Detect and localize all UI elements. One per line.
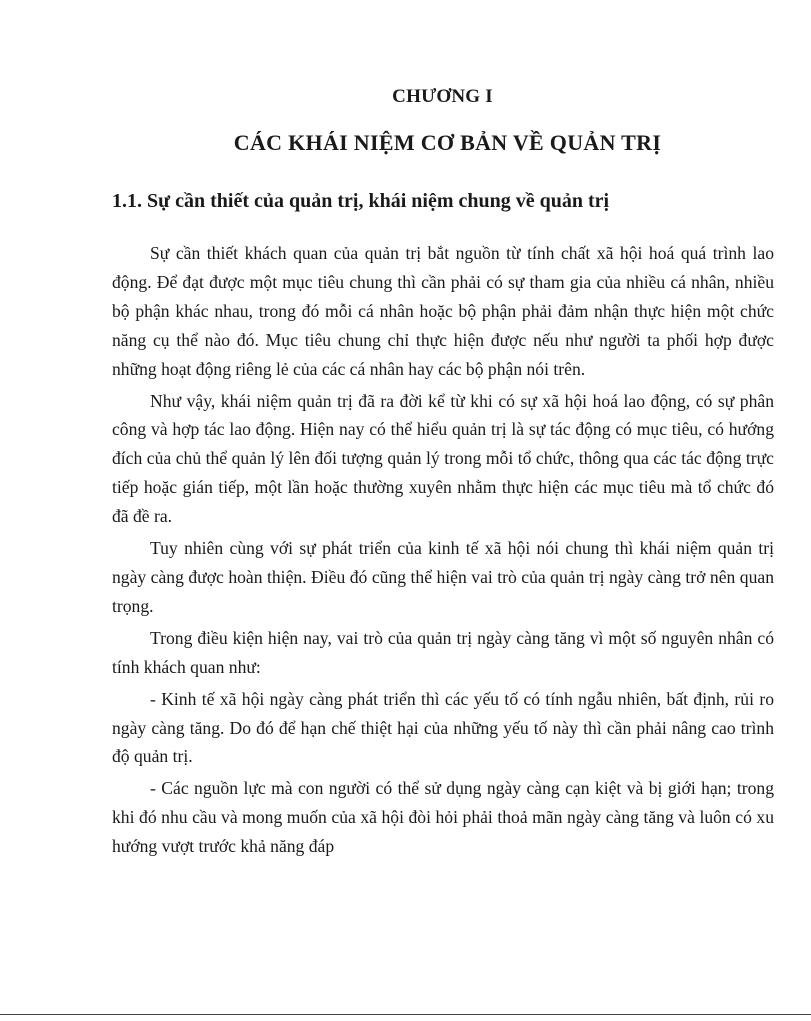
paragraph: Sự cần thiết khách quan của quản trị bắt nguồn từ tính chất xã hội hoá quá trình lao động. Để đạt được một mục tiêu chung thì cần phải có sự tham gia của nhiều cá nhân, nhiều bộ phận khác nhau, trong đó mỗi cá nhân hoặc bộ phận phải đảm nhận thực hiện một chức năng cụ thể nào đó. Mục tiêu chung chỉ thực hiện được nếu như người ta phối hợp được những hoạt động riêng lẻ của các cá nhân hay các bộ phận nói trên. xyxy=(112,243,774,379)
paragraph: Như vậy, khái niệm quản trị đã ra đời kể từ khi có sự xã hội hoá lao động, có sự phân công và hợp tác lao động. Hiện nay có thể hiểu quản trị là sự tác động có mục tiêu, có hướng đích của chủ thể quản lý lên đối tượng quản lý trong mỗi tổ chức, thông qua các tác động trực tiếp hoặc gián tiếp, một lần hoặc thường xuyên nhằm thực hiện các mục tiêu mà tổ chức đó đã đề ra. xyxy=(112,390,774,527)
chapter-label: CHƯƠNG I xyxy=(392,86,493,107)
page-bottom-rule xyxy=(0,1014,811,1015)
paragraph: Trong điều kiện hiện nay, vai trò của quản trị ngày càng tăng vì một số nguyên nhân có tính khách quan như: xyxy=(112,627,774,677)
section-heading: 1.1. Sự cần thiết của quản trị, khái niệm chung về quản trị xyxy=(112,190,610,212)
body-text xyxy=(112,239,774,864)
chapter-title: CÁC KHÁI NIỆM CƠ BẢN VỀ QUẢN TRỊ xyxy=(233,130,662,155)
paragraph: Tuy nhiên cùng với sự phát triển của kinh tế xã hội nói chung thì khái niệm quản trị ngày càng được hoàn thiện. Điều đó cũng thể hiện vai trò của quản trị ngày càng trở nên quan trọng. xyxy=(112,538,774,616)
paragraph: - Kinh tế xã hội ngày càng phát triển thì các yếu tố có tính ngẫu nhiên, bất định, rủi ro ngày càng tăng. Do đó để hạn chế thiệt hại của những yếu tố này thì cần phải nâng cao trình độ quản trị. xyxy=(112,688,774,767)
paragraph: - Các nguồn lực mà con người có thể sử dụng ngày càng cạn kiệt và bị giới hạn; trong khi đó nhu cầu và mong muốn của xã hội đòi hỏi phải thoả mãn ngày càng tăng và luôn có xu hướng vượt trước khả năng đáp xyxy=(112,778,774,857)
